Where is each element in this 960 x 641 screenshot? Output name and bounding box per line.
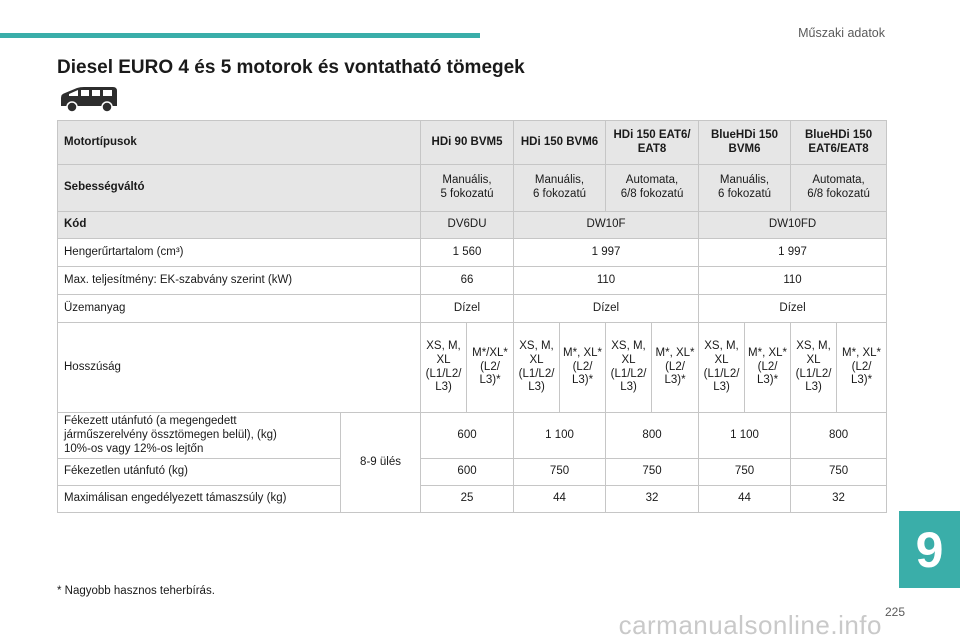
braked-row [58,413,887,459]
noseweight-label: Maximálisan engedélyezett támaszsúly (kg) [58,486,341,513]
length-cell: M*, XL* (L2/ L3)* [745,323,791,413]
motor-label: Motortípusok [58,121,421,165]
unbraked-cell: 750 [606,459,699,486]
motor-cell: BlueHDi 150 BVM6 [699,121,791,165]
footnote: * Nagyobb hasznos teherbírás. [57,585,215,597]
length-cell: M*, XL* (L2/ L3)* [652,323,699,413]
fuel-label: Üzemanyag [58,295,421,323]
length-cell: M*, XL* (L2/ L3)* [560,323,606,413]
braked-cell: 1 100 [514,413,606,459]
length-cell: XS, M, XL (L1/L2/ L3) [791,323,837,413]
chapter-badge: 9 [899,511,960,588]
section-name: Műszaki adatok [798,26,885,40]
length-cell: M*/XL* (L2/ L3)* [467,323,514,413]
motor-cell: BlueHDi 150 EAT6/EAT8 [791,121,887,165]
noseweight-cell: 25 [421,486,514,513]
fuel-cell: Dízel [514,295,699,323]
displacement-cell: 1 560 [421,239,514,267]
noseweight-cell: 44 [699,486,791,513]
length-cell: XS, M, XL (L1/L2/ L3) [699,323,745,413]
displacement-cell: 1 997 [514,239,699,267]
braked-label: Fékezett utánfutó (a megengedett járműszerelvény össztömegen belül), (kg) 10%-os vagy 12%-os lejtőn [58,413,341,459]
unbraked-cell: 600 [421,459,514,486]
braked-cell: 600 [421,413,514,459]
fuel-cell: Dízel [699,295,887,323]
watermark: carmanualsonline.info [618,610,882,640]
motor-row [58,121,887,165]
power-cell: 66 [421,267,514,295]
power-cell: 110 [699,267,887,295]
braked-cell: 1 100 [699,413,791,459]
power-row [58,267,887,295]
code-cell: DW10F [514,212,699,239]
noseweight-cell: 44 [514,486,606,513]
gearbox-label: Sebességváltó [58,165,421,212]
seats-cell: 8-9 ülés [341,413,421,513]
noseweight-cell: 32 [606,486,699,513]
gearbox-cell: Automata, 6/8 fokozatú [791,165,887,212]
braked-cell: 800 [606,413,699,459]
gearbox-row [58,165,887,212]
motor-cell: HDi 90 BVM5 [421,121,514,165]
noseweight-cell: 32 [791,486,887,513]
fuel-row [58,295,887,323]
length-label: Hosszúság [58,323,421,413]
code-cell: DW10FD [699,212,887,239]
gearbox-cell: Automata, 6/8 fokozatú [606,165,699,212]
length-cell: XS, M, XL (L1/L2/ L3) [514,323,560,413]
fuel-cell: Dízel [421,295,514,323]
length-cell: XS, M, XL (L1/L2/ L3) [421,323,467,413]
power-label: Max. teljesítmény: EK-szabvány szerint (kW) [58,267,421,295]
displacement-cell: 1 997 [699,239,887,267]
motor-cell: HDi 150 EAT6/ EAT8 [606,121,699,165]
motor-cell: HDi 150 BVM6 [514,121,606,165]
specs-table [57,120,887,513]
displacement-label: Hengerűrtartalom (cm³) [58,239,421,267]
braked-cell: 800 [791,413,887,459]
accent-bar [0,33,480,38]
code-row [58,212,887,239]
page-title: Diesel EURO 4 és 5 motorok és vontatható tömegek [57,57,525,78]
gearbox-cell: Manuális, 6 fokozatú [699,165,791,212]
unbraked-cell: 750 [699,459,791,486]
power-cell: 110 [514,267,699,295]
gearbox-cell: Manuális, 6 fokozatú [514,165,606,212]
noseweight-row [58,486,887,513]
displacement-row [58,239,887,267]
code-label: Kód [58,212,421,239]
code-cell: DV6DU [421,212,514,239]
gearbox-cell: Manuális, 5 fokozatú [421,165,514,212]
unbraked-cell: 750 [791,459,887,486]
unbraked-row [58,459,887,486]
van-icon [57,84,121,114]
unbraked-cell: 750 [514,459,606,486]
length-cell: M*, XL* (L2/ L3)* [837,323,887,413]
unbraked-label: Fékezetlen utánfutó (kg) [58,459,341,486]
length-cell: XS, M, XL (L1/L2/ L3) [606,323,652,413]
length-row [58,323,887,413]
page-number: 225 [884,605,905,619]
